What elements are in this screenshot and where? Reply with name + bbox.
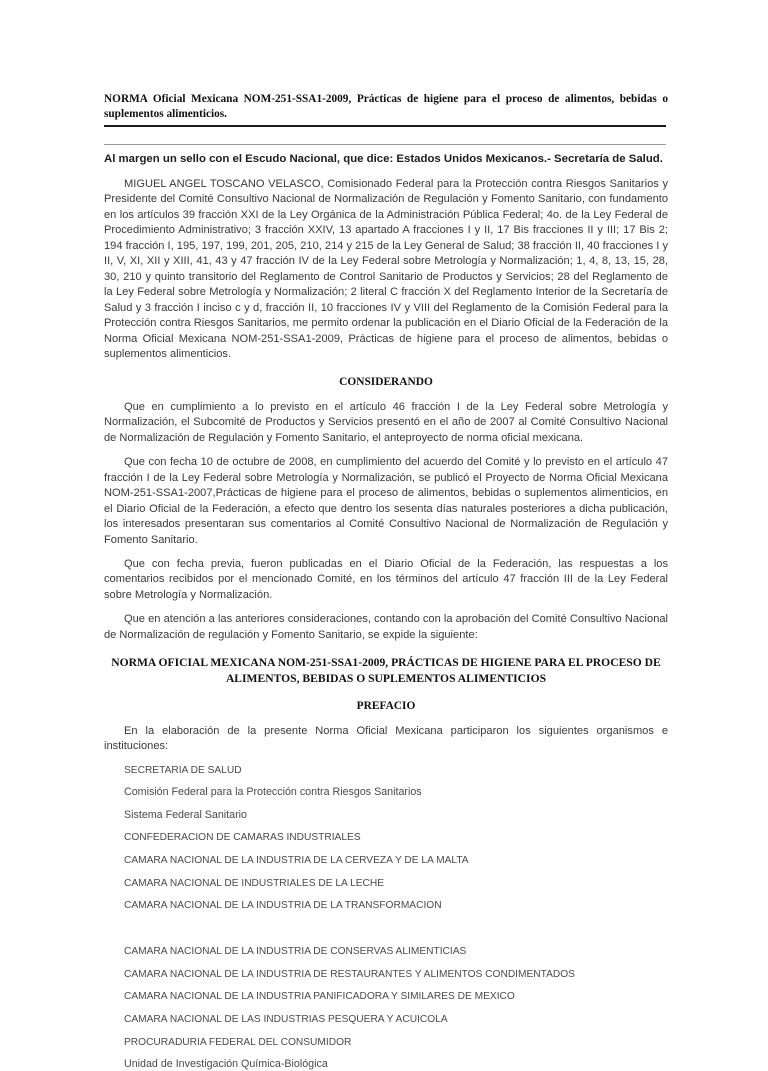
organization-list-item: CAMARA NACIONAL DE LA INDUSTRIA DE LA TRANSFORMACION [124,900,442,912]
heading-norma-oficial: NORMA OFICIAL MEXICANA NOM-251-SSA1-2009, PRÁCTICAS DE HIGIENE PARA EL PROCESO DE ALIMENTOS, BEBIDAS O SUPLEMENTOS ALIMENTICIOS [111,656,661,686]
organization-list-item: CAMARA NACIONAL DE INDUSTRIALES DE LA LECHE [124,877,385,889]
organization-list-item: SECRETARIA DE SALUD [124,764,242,776]
organization-list-item: CONFEDERACION DE CAMARAS INDUSTRIALES [124,832,361,844]
title-divider-thick [104,125,666,127]
organization-list [104,764,668,1071]
paragraph-considerando-3: Que con fecha previa, fueron publicadas en el Diario Oficial de la Federación, las respuestas a los comentarios recibidos por el mencionado Comité, en los términos del artículo 47 fracción III de la Ley Federal sobre Metrología y Normalización. [104,558,668,601]
organization-list-item: CAMARA NACIONAL DE LAS INDUSTRIAS PESQUERA Y ACUICOLA [124,1014,448,1026]
paragraph-considerando-1: Que en cumplimiento a lo previsto en el artículo 46 fracción I de la Ley Federal sobre Metrología y Normalización, el Subcomité de Productos y Servicios presentó en el año de 2007 al Comité Consultivo Nacional de Normalización de Regulación y Fomento Sanitario, el anteproyecto de norma oficial mexicana. [104,400,668,444]
seal-banner-text: Al margen un sello con el Escudo Nacional, que dice: Estados Unidos Mexicanos.- Secretaría de Salud. [104,153,663,165]
organization-list-item: Unidad de Investigación Química-Biológica [124,1058,328,1071]
organization-list-item: CAMARA NACIONAL DE LA INDUSTRIA DE LA CERVEZA Y DE LA MALTA [124,855,469,867]
paragraph-considerando-2: Que con fecha 10 de octubre de 2008, en cumplimiento del acuerdo del Comité y lo previsto en el artículo 47 fracción I de la Ley Federal sobre Metrología y Normalización, se publicó el Proyecto de Norma Oficial Mexicana NOM-251-SSA1-2007,Prácticas de higiene para el proceso de alimentos, bebidas o suplementos alimenticios, en el Diario Oficial de la Federación, a efecto que dentro los sesenta días naturales posteriores a dicha publicación, los interesados presentaran sus comentarios al Comité Consultivo Nacional de Normalización de Regulación y Fomento Sanitario. [104,456,668,546]
organization-list-item: CAMARA NACIONAL DE LA INDUSTRIA PANIFICADORA Y SIMILARES DE MEXICO [124,991,515,1003]
paragraph-signatory: MIGUEL ANGEL TOSCANO VELASCO, Comisionado Federal para la Protección contra Riesgos Sanitarios y Presidente del Comité Consultivo Nacional de Normalización de Regulación y Fomento Sanitario, con fundamento en los artículos 39 fracción XXI de la Ley Orgánica de la Administración Pública Federal; 4o. de la Ley Federal de Procedimiento Administrativo; 3 fracción XXIV, 13 apartado A fracciones I y II, 17 Bis fracciones II y III; 17 Bis 2; 194 fracción I, 195, 197, 199, 201, 205, 210, 214 y 215 de la Ley General de Salud; 38 fracción II, 40 fracciones I y II, V, XI, XII y XIII, 41, 43 y 47 fracción IV de la Ley Federal sobre Metrología y Normalización; 1, 4, 8, 13, 15, 28, 30, 210 y quinto transitorio del Reglamento de Control Sanitario de Productos y Servicios; 28 del Reglamento de la Ley Federal sobre Metrología y Normalización; 2 literal C fracción X del Reglamento Interior de la Secretaría de Salud y 3 fracción I inciso c y d, fracción II, 10 fracciones IV y VIII del Reglamento de la Comisión Federal para la Protección contra Riesgos Sanitarios, me permito ordenar la publicación en el Diario Oficial de la Federación de la Norma Oficial Mexicana NOM-251-SSA1-2009, Prácticas de higiene para el proceso de alimentos, bebidas o suplementos alimenticios. [104,178,668,360]
organization-list-item: Sistema Federal Sanitario [124,808,247,821]
organization-list-item: CAMARA NACIONAL DE LA INDUSTRIA DE CONSERVAS ALIMENTICIAS [124,946,467,958]
banner-divider-thin [104,144,666,145]
heading-prefacio: PREFACIO [356,700,416,713]
heading-considerando: CONSIDERANDO [339,376,433,389]
paragraph-considerando-4: Que en atención a las anteriores consideraciones, contando con la aprobación del Comité Consultivo Nacional de Normalización de regulación y Fomento Sanitario, se expide la siguiente: [104,613,668,641]
document-title: NORMA Oficial Mexicana NOM-251-SSA1-2009, Prácticas de higiene para el proceso de alimentos, bebidas o suplementos alimenticios. [104,93,668,120]
organization-list-item: CAMARA NACIONAL DE LA INDUSTRIA DE RESTAURANTES Y ALIMENTOS CONDIMENTADOS [124,968,575,980]
organization-list-item: PROCURADURIA FEDERAL DEL CONSUMIDOR [124,1036,352,1048]
paragraph-prefacio-intro: En la elaboración de la presente Norma Oficial Mexicana participaron los siguientes organismos e instituciones: [104,724,668,753]
organization-list-item: Comisión Federal para la Protección contra Riesgos Sanitarios [124,786,422,799]
